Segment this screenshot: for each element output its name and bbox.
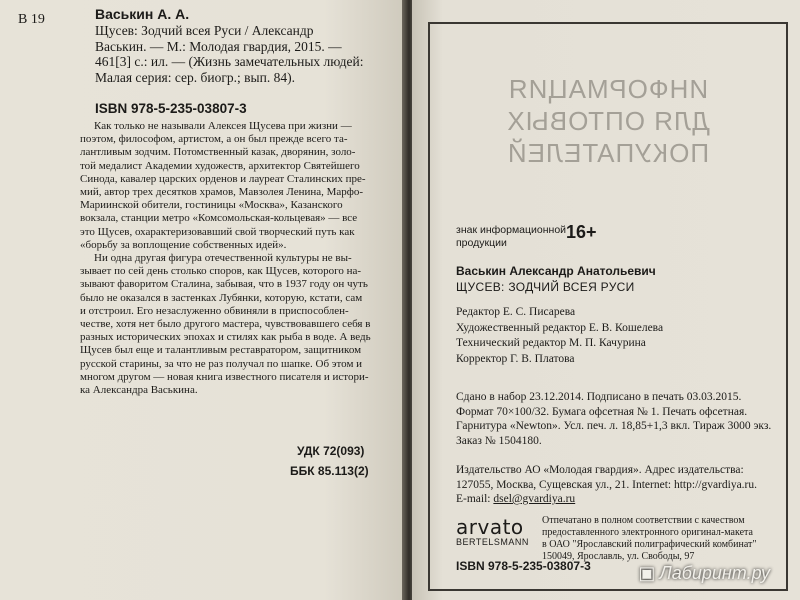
annotation-line: многом другом — новая книга известного писателя и истори- bbox=[80, 370, 369, 383]
editorial-credits bbox=[456, 305, 663, 367]
annotation-line: Ни одна другая фигура отечественной культуры не вы- bbox=[94, 252, 352, 265]
production-line: Формат 70×100/32. Бумага офсетная № 1. Печать офсетная. bbox=[456, 405, 748, 418]
annotation-line: это Щусев, охарактеризовавший свой творческий путь как bbox=[80, 225, 355, 238]
annotation-line: вокзала, станции метро «Комсомольская-кольцевая» — все bbox=[80, 212, 358, 225]
publisher-line: Издательство АО «Молодая гвардия». Адрес издательства: bbox=[456, 464, 744, 476]
labirint-watermark bbox=[638, 563, 770, 584]
show-through-heading: ПОКУПАТЕЛЕЙ bbox=[506, 138, 710, 168]
annotation-line: Синода, кавалер царских орденов и лауреат Сталинских пре- bbox=[80, 172, 366, 185]
annotation-line: ка Александра Васькина. bbox=[80, 384, 198, 397]
bbk-code: ББК 85.113(2) bbox=[290, 464, 369, 478]
annotation-line: мий, автор трех десятков храмов, Мавзолея Ленина, Марфо- bbox=[80, 186, 364, 199]
watermark-text: абиринт.ру bbox=[671, 563, 770, 583]
annotation-line: честве, хотя нет было другого мастера, чувствовавшего себя в bbox=[80, 318, 371, 331]
isbn-left: ISBN 978-5-235-03807-3 bbox=[95, 101, 247, 116]
printer-line: Отпечатано в полном соответствии с качеством bbox=[542, 515, 745, 526]
isbn-right: ISBN 978-5-235-03807-3 bbox=[456, 559, 591, 573]
udk-code: УДК 72(093) bbox=[297, 444, 365, 458]
watermark-letter: Л bbox=[659, 563, 672, 583]
bibliography-line: Васькин. — М.: Молодая гвардия, 2015. — bbox=[95, 38, 342, 54]
annotation bbox=[80, 120, 385, 397]
bibliography-line: Щусев: Зодчий всея Руси / Александр bbox=[95, 23, 314, 38]
shelf-code: В 19 bbox=[18, 12, 45, 27]
production-line: Заказ № 1504180. bbox=[456, 434, 542, 447]
publisher-email-link[interactable]: dsel@gvardiya.ru bbox=[493, 493, 576, 505]
bibliographic-author: Васькин А. А. bbox=[95, 6, 190, 22]
production-details bbox=[456, 390, 771, 448]
annotation-line: лантливым зодчим. Потомственный казак, дворянин, золо- bbox=[80, 146, 356, 159]
printer-line: 150049, Ярославль, ул. Свободы, 97 bbox=[542, 551, 695, 562]
printer-info bbox=[542, 515, 756, 563]
production-line: Гарнитура «Newton». Усл. печ. л. 18,85+1,3 вкл. Тираж 3000 экз. bbox=[456, 420, 772, 432]
publisher-email-line: E-mail: dsel@gvardiya.ru bbox=[456, 493, 576, 505]
printer-line: предоставленного электронного оригинал-макета bbox=[542, 527, 753, 538]
publisher-line: 127055, Москва, Сущевская ул., 21. Internet: http://gvardiya.ru. bbox=[456, 478, 758, 491]
bibliography-line: 461[3] с.: ил. — (Жизнь замечательных людей: bbox=[95, 54, 364, 69]
show-through-heading: ИНФОРМАЦИЯ bbox=[507, 74, 709, 104]
annotation-line: русской старины, за что не раз получал по шапке. Об этом и bbox=[80, 357, 363, 370]
credit-line: Редактор Е. С. Писарева bbox=[456, 306, 576, 318]
bertelsmann-logo: BERTELSMANN bbox=[456, 537, 529, 547]
annotation-line: зывает по сей день столько споров, как Щусев, которого на- bbox=[80, 265, 362, 278]
annotation-line: зывают фаворитом Сталина, забывая, что в 1937 году он чуть bbox=[80, 278, 368, 291]
show-through-heading: ДЛЯ ОПТОВЫХ bbox=[506, 106, 710, 136]
bibliographic-description bbox=[95, 23, 387, 85]
arvato-logo: arvato bbox=[456, 515, 524, 539]
annotation-line: поэтом, философом, артистом, а он был прежде всего та- bbox=[80, 133, 348, 146]
annotation-line: Как только не называли Алексея Щусева при жизни — bbox=[94, 120, 352, 132]
annotation-line: Щусев был еще и талантливым реставратором, защитником bbox=[80, 344, 362, 357]
labirint-logo-icon: ▣ bbox=[638, 563, 656, 583]
production-line: Сдано в набор 23.12.2014. Подписано в печать 03.03.2015. bbox=[456, 391, 742, 403]
age-rating-label: знак информационной продукции bbox=[456, 224, 567, 249]
printer-line: в ОАО "Ярославский полиграфический комбинат" bbox=[542, 539, 757, 550]
annotation-line: разных исторических эпохах и стилях как рыба в воде. А ведь bbox=[80, 331, 371, 344]
imprint-author: Васькин Александр Анатольевич bbox=[456, 264, 656, 278]
bibliography-line: Малая серия: сер. биогр.; вып. 84). bbox=[95, 69, 295, 85]
annotation-line: той медалист Академии художеств, архитектор Святейшего bbox=[80, 159, 360, 172]
annotation-line: было не оказался в застенках Лубянки, которую, кстати, сам bbox=[80, 291, 363, 304]
credit-line: Художественный редактор Е. В. Кошелева bbox=[456, 321, 664, 334]
age-rating-badge: 16+ bbox=[566, 222, 597, 242]
publisher-info bbox=[456, 463, 757, 507]
credit-line: Корректор Г. В. Платова bbox=[456, 352, 575, 365]
credit-line: Технический редактор М. П. Качурина bbox=[456, 337, 646, 349]
annotation-line: и отстроил. Его незаслуженно обвиняли в приспособлен- bbox=[80, 304, 349, 317]
right-page bbox=[412, 0, 800, 600]
annotation-line: Мариинской обители, гостиницы «Москва», Казанского bbox=[80, 199, 343, 212]
imprint-title: ЩУСЕВ: ЗОДЧИЙ ВСЕЯ РУСИ bbox=[456, 280, 635, 294]
annotation-line: «борьбу за воплощение собственных идей». bbox=[80, 238, 287, 251]
